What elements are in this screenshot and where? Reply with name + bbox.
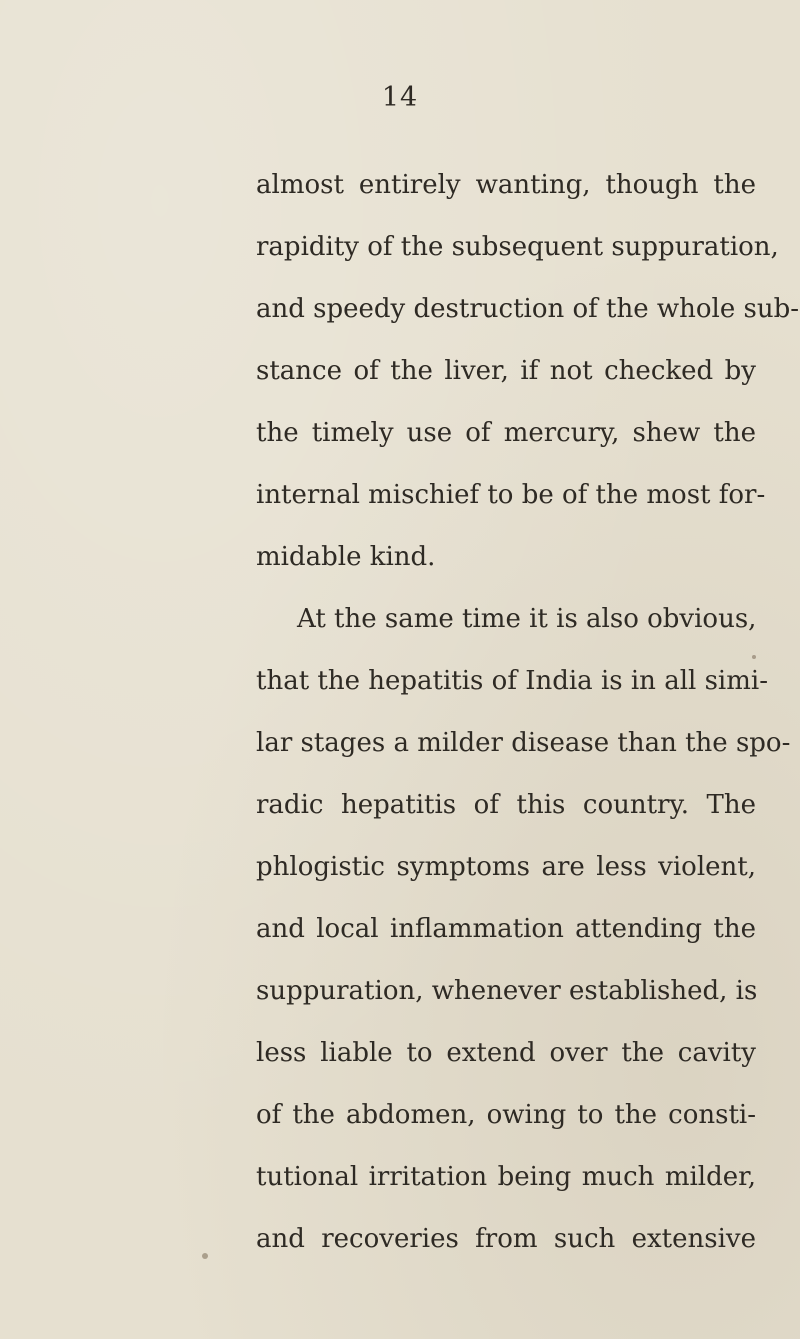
text-line: tutional irritation being much milder, (256, 1162, 756, 1192)
text-line: rapidity of the subsequent suppuration, (256, 232, 779, 262)
text-line: of the abdomen, owing to the consti- (256, 1100, 756, 1130)
text-line: less liable to extend over the cavity (256, 1038, 756, 1068)
text-line: suppuration, whenever established, is (256, 976, 758, 1006)
text-line: internal mischief to be of the most for- (256, 480, 766, 510)
text-line: lar stages a milder disease than the spo- (256, 728, 791, 758)
paper-speck (202, 1253, 208, 1259)
text-line: and local inflammation attending the (256, 914, 756, 944)
text-line: At the same time it is also obvious, (297, 604, 757, 634)
text-line: the timely use of mercury, shew the (256, 418, 756, 448)
text-line: and recoveries from such extensive (256, 1224, 756, 1254)
text-line: that the hepatitis of India is in all simi- (256, 666, 769, 696)
paper-speck (752, 655, 756, 659)
text-line: phlogistic symptoms are less violent, (256, 852, 756, 882)
text-line: and speedy destruction of the whole sub- (256, 294, 800, 324)
text-line: stance of the liver, if not checked by (256, 356, 756, 386)
page-number: 14 (381, 82, 419, 113)
text-line: almost entirely wanting, though the (256, 170, 756, 200)
text-line: midable kind. (256, 542, 436, 572)
text-line: radic hepatitis of this country. The (256, 790, 756, 820)
